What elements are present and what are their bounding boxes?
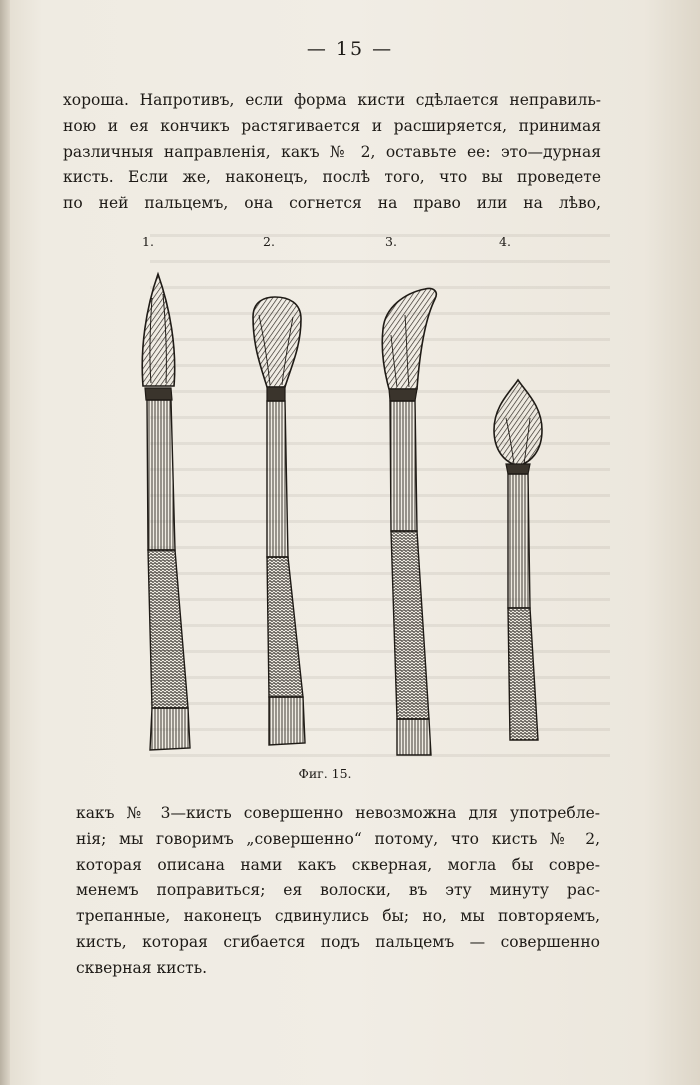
paragraph-top [63,88,601,217]
brush-4-illustration [488,378,553,753]
page-number: — 15 — [306,38,394,60]
brush-3-illustration [375,285,455,760]
text-line: нія; мы говоримъ „совершенно“ потому, что кисть № 2, [76,829,600,848]
text-line: ною и ея кончикъ растягивается и расширяется, принимая [63,116,601,135]
text-line: которая описана нами какъ скверная, могла бы совре- [76,855,600,874]
text-line: скверная кисть. [76,958,208,977]
figure-caption: Фиг. 15. [298,766,352,781]
text-line: различныя направленія, какъ № 2, оставьте ее: это—дурная [63,142,601,161]
text-line: по ней пальцемъ, она согнется на право или на лѣво, [63,194,601,213]
text-line: хороша. Напротивъ, если форма кисти сдѣлается неправиль- [63,91,601,109]
text-line: менемъ поправиться; ея волоски, въ эту минуту рас- [76,881,600,900]
paragraph-bottom [76,801,600,982]
text-line: трепанные, наконецъ сдвинулись бы; но, мы повторяемъ, [76,907,600,926]
brush-label-3: 3. [385,234,397,249]
text-line: кисть, которая сгибается подъ пальцемъ — совершенно [76,932,600,951]
brush-2-illustration [245,295,315,755]
text-line: какъ № 3—кисть совершенно невозможна для употребле- [76,804,600,822]
brush-label-2: 2. [263,234,275,249]
brush-label-1: 1. [142,234,154,249]
brush-label-4: 4. [499,234,511,249]
page-gutter-shadow [0,0,10,1085]
brush-1-illustration [130,268,200,758]
text-line: кисть. Если же, наконецъ, послѣ того, что вы проведете [63,168,601,187]
